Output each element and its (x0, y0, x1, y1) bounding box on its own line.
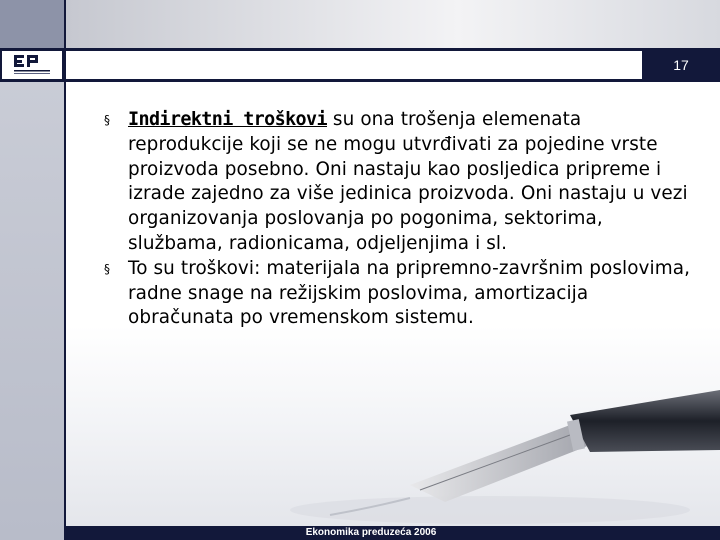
bullet-item-1 (104, 108, 694, 257)
bullet-marker: § (104, 113, 111, 127)
fountain-pen-icon (270, 390, 720, 530)
bullet-text: To su troškovi: materijala na pripremno-završnim poslovima, radne snage na režijskim poslovima, amortizacija obračunata po vremenskom sistemu. (128, 257, 691, 329)
footer-text: Ekonomika preduzeća 2006 (305, 527, 437, 538)
bullet-list (104, 108, 694, 331)
top-decorative-band (66, 0, 720, 48)
left-rail-top-panel (0, 0, 64, 48)
left-rail-lower-panel (0, 82, 64, 540)
header-title-area (66, 51, 642, 79)
ep-logo-icon (2, 51, 62, 79)
page-number: 17 (673, 57, 689, 73)
bullet-marker: § (104, 261, 111, 276)
bullet-term: Indirektni troškovi (128, 109, 327, 130)
bullet-item-2 (104, 257, 694, 331)
bullet-text: su ona trošenja elemenata reprodukcije koji se ne mogu utvrđivati za pojedine vrste proizvoda posebno. Oni nastaju kao posljedica pripreme i izrade zajedno za više jedinica proizvoda. Oni nastaju u vezi organizovanja poslovanja po pogonima, sektorima, službama, radionicama, odjeljenjima i sl. (128, 109, 688, 254)
logo (2, 51, 62, 79)
